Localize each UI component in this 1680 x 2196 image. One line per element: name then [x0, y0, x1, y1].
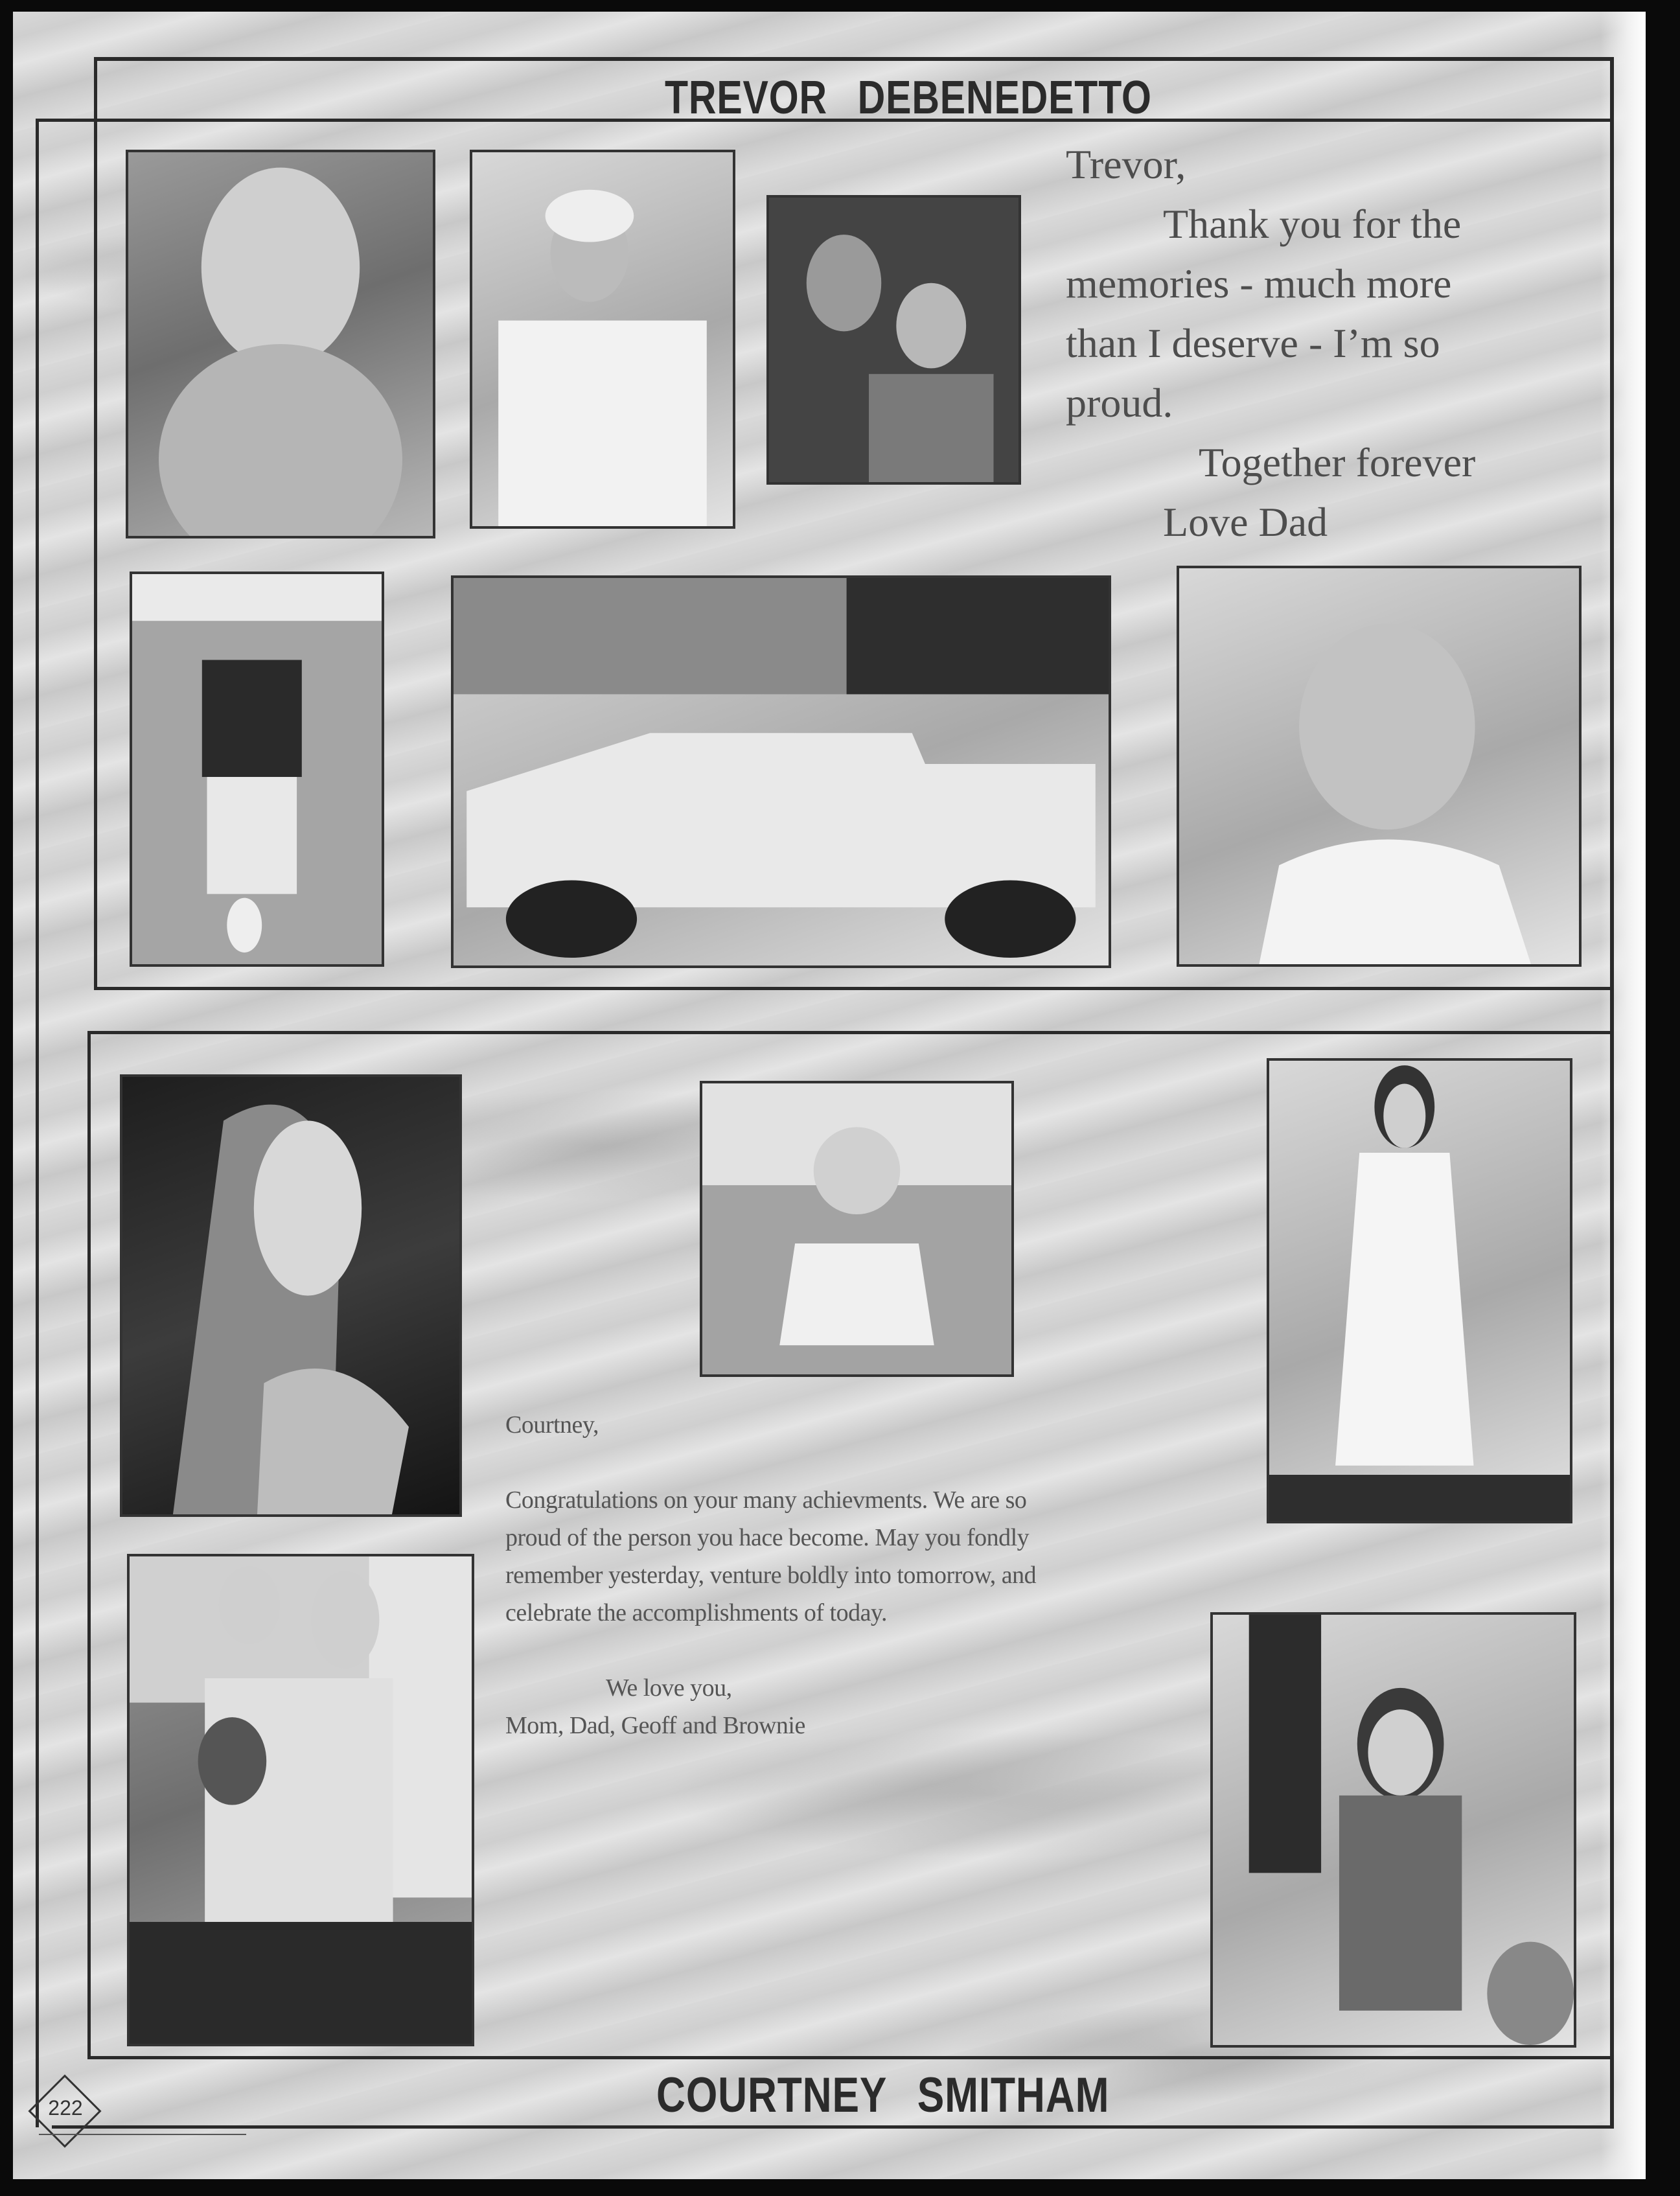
message-line: Trevor,: [1066, 141, 1186, 187]
frame-bottom-rule-1: [87, 2056, 1613, 2059]
dad-message: [1066, 135, 1475, 552]
page-edge: [1600, 12, 1646, 2179]
frame-mid-rule-2: [87, 1031, 1613, 1034]
student-name-courtney: COURTNEY SMITHAM: [656, 2068, 1110, 2123]
message-line: Together forever: [1199, 439, 1476, 485]
frame-bottom-rule-2: [52, 2125, 1613, 2129]
page-number: 222: [48, 2096, 83, 2120]
parents-message: [505, 1406, 1036, 1744]
photo-boy-eagles-cap: [470, 150, 735, 529]
message-signature: Mom, Dad, Geoff and Brownie: [505, 1712, 805, 1739]
frame-left-outer: [36, 119, 39, 2127]
photo-toddler-smiling: [1177, 566, 1582, 967]
message-line: Love Dad: [1163, 499, 1328, 545]
photo-siblings-with-dog: [127, 1554, 474, 2046]
photo-football-player: [130, 572, 384, 967]
message-greeting: Courtney,: [505, 1411, 599, 1439]
photo-girl-white-dress: [1267, 1058, 1572, 1523]
photo-senior-portrait: [120, 1074, 462, 1517]
photo-pickup-truck: [451, 575, 1111, 968]
page-number-underline: [39, 2134, 246, 2135]
yearbook-page: [13, 12, 1646, 2179]
student-name-trevor: TREVOR DEBENEDETTO: [665, 72, 1152, 124]
photo-baby-sitting: [700, 1081, 1014, 1377]
frame-left-inner-top: [94, 57, 97, 990]
message-line: proud of the person you hace become. May you fondly: [505, 1524, 1030, 1551]
photo-baby-portrait: [126, 150, 435, 538]
frame-right: [1610, 57, 1614, 2129]
message-line: memories - much more: [1066, 260, 1452, 306]
photo-girl-superman-shirt: [1210, 1612, 1576, 2048]
message-line: proud.: [1066, 380, 1173, 426]
message-closing: We love you,: [606, 1674, 732, 1702]
message-line: than I deserve - I’m so: [1066, 320, 1440, 366]
message-line: celebrate the accomplishments of today.: [505, 1599, 887, 1626]
message-line: Thank you for the: [1163, 201, 1462, 247]
frame-mid-rule-1: [94, 987, 1613, 990]
message-line: remember yesterday, venture boldly into tomorrow, and: [505, 1562, 1037, 1589]
photo-dad-and-son: [766, 195, 1021, 485]
frame-left-inner-bottom: [87, 1031, 91, 2059]
message-line: Congratulations on your many achievments. We are so: [505, 1486, 1027, 1514]
frame-top-rule: [94, 57, 1613, 61]
